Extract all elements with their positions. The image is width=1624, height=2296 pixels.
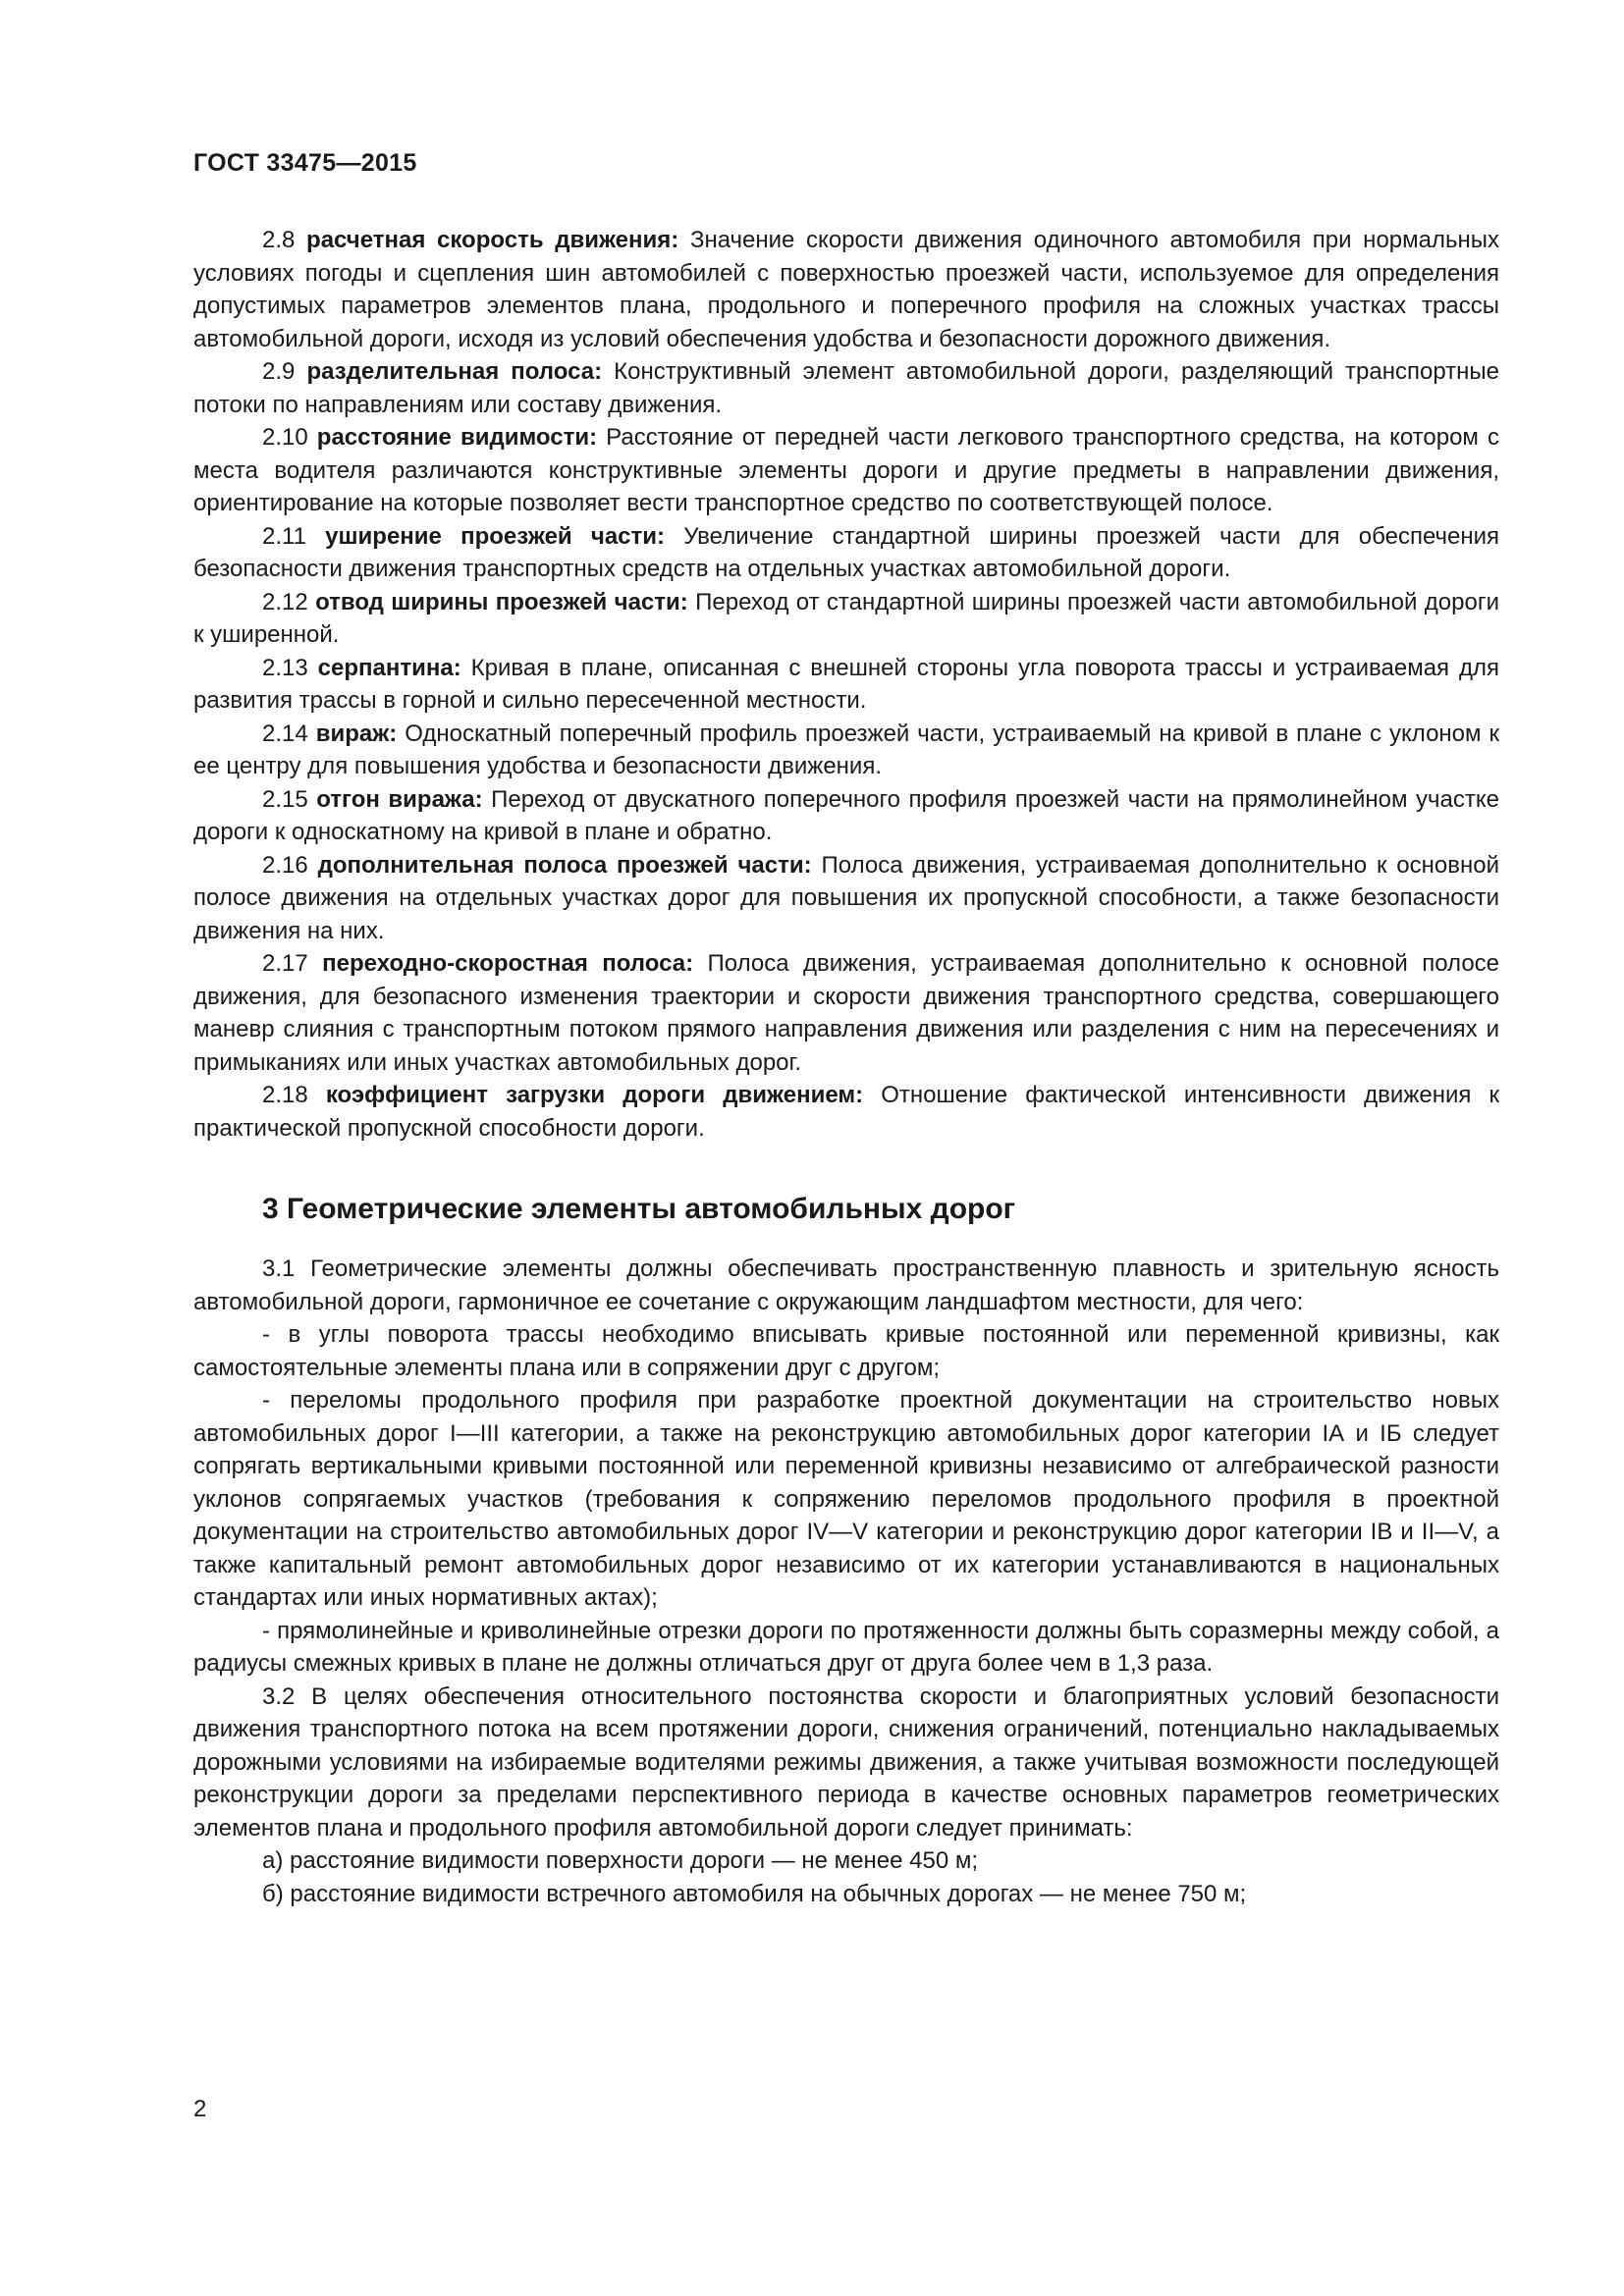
- clause-3-2-item-a: а) расстояние видимости поверхности дороги — не менее 450 м;: [262, 1847, 978, 1874]
- clause-3-2: 3.2 В целях обеспечения относительного постоянства скорости и благоприятных условий безопасности движения транспортного потока на всем протяжении дороги, снижения ограничений, потенциально накладываемых дорожными условиями на избираемые водителями режимы движения, а также учитывая возможности последующей реконструкции дороги за пределами перспективного периода в качестве основных параметров геометрических элементов плана и продольного профиля автомобильной дороги следует принимать:: [193, 1682, 1499, 1842]
- definition-number: 2.14: [262, 720, 308, 747]
- page-number: 2: [193, 2096, 207, 2122]
- definition-text: Увеличение стандартной ширины проезжей части для обеспечения безопасности движения транспортных средств на отдельных участках автомобильной дороги.: [193, 522, 1500, 582]
- definition-2-17: [193, 947, 1499, 1079]
- definition-number: 2.10: [262, 424, 308, 451]
- definition-term: коэффициент загрузки дороги движением:: [325, 1082, 864, 1108]
- definition-number: 2.11: [262, 522, 306, 550]
- definition-term: расстояние видимости:: [316, 424, 598, 451]
- definition-2-10: [193, 421, 1499, 520]
- definition-term: отвод ширины проезжей части:: [315, 588, 688, 615]
- definition-term: серпантина:: [317, 654, 461, 681]
- definition-text: Отношение фактической интенсивности движения к практической пропускной способности дороги.: [193, 1082, 1500, 1142]
- definition-term: дополнительная полоса проезжей части:: [317, 851, 812, 879]
- definition-text: Конструктивный элемент автомобильной дороги, разделяющий транспортные потоки по направлениям или составу движения.: [193, 358, 1500, 418]
- definition-text: Кривая в плане, описанная с внешней стороны угла поворота трассы и устраиваемая для развития трассы в горной и сильно пересеченной местности.: [193, 654, 1499, 714]
- definition-text: Односкатный поперечный профиль проезжей части, устраиваемый на кривой в плане с уклоном к ее центру для повышения удобства и безопасности движения.: [193, 720, 1499, 779]
- clause-3-1-item-curves: - в углы поворота трассы необходимо вписывать кривые постоянной или переменной кривизны, как самостоятельные элементы плана или в сопряжении друг с другом;: [193, 1321, 1499, 1381]
- definition-number: 2.8: [262, 227, 296, 253]
- definition-text: Расстояние от передней части легкового транспортного средства, на котором с места водителя различаются конструктивные элементы дороги и другие предметы в направлении движения, ориентирование на которые позволяет вести транспортное средство по соответствующей полосе.: [193, 424, 1499, 516]
- definition-number: 2.15: [262, 785, 308, 813]
- definition-2-14: [193, 718, 1499, 783]
- section-3-title: 3 Геометрические элементы автомобильных дорог: [262, 1193, 1016, 1225]
- definition-text: Полоса движения, устраиваемая дополнительно к основной полосе движения на отдельных участках дорог для повышения их пропускной способности, а также безопасности движения на них.: [193, 851, 1500, 944]
- definition-term: разделительная полоса:: [306, 358, 603, 385]
- definition-2-18: [193, 1079, 1499, 1145]
- document-code-header: ГОСТ 33475—2015: [193, 149, 417, 177]
- definition-2-16: [193, 849, 1499, 948]
- definition-text: Переход от стандартной ширины проезжей части автомобильной дороги к уширенной.: [193, 588, 1499, 648]
- definition-term: расчетная скорость движения:: [306, 227, 679, 253]
- clause-3-2-item-b: б) расстояние видимости встречного автомобиля на обычных дорогах — не менее 750 м;: [262, 1880, 1247, 1907]
- definition-text: Значение скорости движения одиночного автомобиля при нормальных условиях погоды и сцепления шин автомобилей с поверхностью проезжей части, используемое для определения допустимых параметров элементов плана, продольного и поперечного профиля на сложных участках трассы автомобильной дороги, исходя из условий обеспечения удобства и безопасности дорожного движения.: [193, 227, 1499, 352]
- definition-term: отгон виража:: [316, 785, 483, 813]
- definition-number: 2.9: [262, 358, 296, 385]
- definition-number: 2.18: [262, 1082, 308, 1108]
- definition-term: переходно-скоростная полоса:: [322, 950, 694, 977]
- definition-number: 2.13: [262, 654, 308, 681]
- definition-number: 2.12: [262, 588, 308, 615]
- definition-text: Полоса движения, устраиваемая дополнительно к основной полосе движения, для безопасного изменения траектории и скорости движения транспортного средства, совершающего маневр слияния с транспортным потоком прямого направления движения или разделения с ним на пересечениях и примыканиях или иных участках автомобильных дорог.: [193, 950, 1500, 1076]
- definition-term: уширение проезжей части:: [325, 522, 666, 550]
- clause-3-1-item-profile: - переломы продольного профиля при разработке проектной документации на строительство новых автомобильных дорог I—III категории, а также на реконструкцию автомобильных дорог категории IА и IБ следует сопрягать вертикальными кривыми постоянной или переменной кривизны независимо от алгебраической разности уклонов сопрягаемых участков (требования к сопряжению переломов продольного профиля в проектной документации на строительство автомобильных дорог IV—V категории и реконструкцию дорог категории IВ и II—V, а также капитальный ремонт автомобильных дорог независимо от их категории устанавливаются в национальных стандартах или иных нормативных актах);: [193, 1387, 1499, 1611]
- definition-number: 2.17: [262, 950, 308, 977]
- definition-text: Переход от двускатного поперечного профиля проезжей части на прямолинейном участке дороги к односкатному на кривой в плане и обратно.: [193, 785, 1499, 845]
- definition-2-13: [193, 652, 1499, 718]
- clause-3-1-item-segments: - прямолинейные и криволинейные отрезки дороги по протяженности должны быть соразмерны между собой, а радиусы смежных кривых в плане не должны отличаться друг от друга более чем в 1,3 раза.: [193, 1617, 1499, 1677]
- document-body: [193, 224, 1499, 1910]
- definition-2-9: [193, 355, 1499, 421]
- definition-2-11: [193, 520, 1499, 586]
- definition-2-15: [193, 783, 1499, 849]
- clause-3-1: 3.1 Геометрические элементы должны обеспечивать пространственную плавность и зрительную ясность автомобильной дороги, гармоничное ее сочетание с окружающим ландшафтом местности, для чего:: [193, 1255, 1499, 1315]
- definition-number: 2.16: [262, 851, 308, 879]
- definition-term: вираж:: [315, 720, 398, 747]
- definition-2-12: [193, 586, 1499, 652]
- definition-2-8: [193, 224, 1499, 355]
